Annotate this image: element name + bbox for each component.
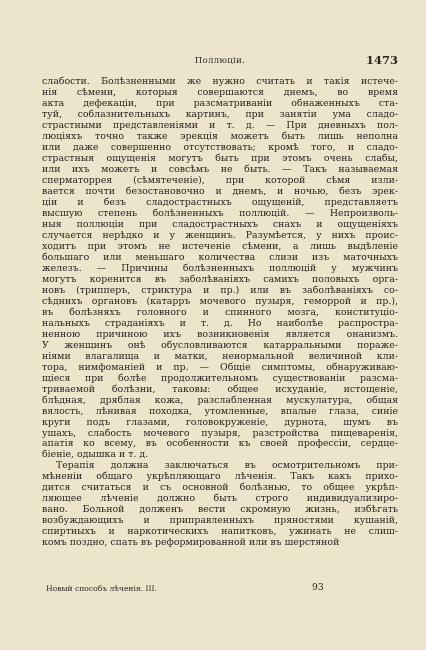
text-line: біеніе, одышка и т. д. xyxy=(42,449,149,461)
text-line: У женщинъ онѣ обусловливаются катарральными пораже- xyxy=(42,339,398,351)
text-line: спиртныхъ и наркотическихъ напитковъ, ужинать не слиш- xyxy=(42,526,398,538)
text-line: высшую степень болѣзненныхъ поллюцій. — Непроизволь- xyxy=(42,207,398,219)
text-line: ныя поллюціи при сладострастныхъ снахъ и ощущеніяхъ xyxy=(42,218,398,230)
text-line: ушахъ, слабость мочевого пузыря, разстройства пищеваренія, xyxy=(42,427,398,439)
text-line: новъ (трипперъ, стриктура и пр.) или въ заболѣваніяхъ со- xyxy=(42,284,398,296)
text-line: люціяхъ точно также эрекція можетъ быть лишь неполна xyxy=(42,130,398,142)
text-line: или даже совершенно отсутствовать; кромѣ того, и сладо- xyxy=(42,141,398,153)
text-line: большаго или меньшаго количества слизи изъ маточныхъ xyxy=(42,251,398,263)
footer-book-title: Новый способъ лѣченія. III. xyxy=(46,584,157,593)
page-footer xyxy=(42,584,398,596)
text-line: вано. Больной долженъ вести скромную жизнь, избѣгать xyxy=(42,504,398,516)
text-line: сперматоррея (сѣмятеченіе), при которой сѣмя изли- xyxy=(42,174,398,186)
text-line: щіеся при болѣе продолжительномъ существованіи разсма- xyxy=(42,372,398,384)
text-line: акта дефекаціи, при разсматриваніи обнаженныхъ ста- xyxy=(42,97,398,109)
text-line: случается нерѣдко и у женщинъ. Разумѣется, у нихъ проис- xyxy=(42,229,398,241)
text-line: круги подъ глазами, головокруженіе, дурнота, шумъ въ xyxy=(42,416,398,428)
text-line: комъ поздно, спать въ реформированной или въ шерстяной xyxy=(42,537,340,549)
running-title: Поллюціи. xyxy=(194,56,246,66)
text-line: могутъ коренится въ заболѣваніяхъ самихъ половыхъ орга- xyxy=(42,273,398,285)
text-line: тора, нимфоманіей и пр. — Общіе симптомы, обнаруживаю- xyxy=(42,361,398,373)
text-line: мѣненіи общаго укрѣпляющаго лѣченія. Такъ какъ прихо- xyxy=(42,471,398,483)
text-line: дится считаться и съ основной болѣзнью, то общее укрѣп- xyxy=(42,482,398,494)
text-line: вается почти безостановочно и днемъ, и ночью, безъ эрек- xyxy=(42,185,398,197)
text-line: триваемой болѣзни, таковы: общее исхуданіе, истощеніе, xyxy=(42,383,398,395)
text-line: ціи и безъ сладострастныхъ ощущеній, представляетъ xyxy=(42,196,398,208)
text-line: вялость, лѣнивая походка, утомленные, впалые глаза, синіе xyxy=(42,405,398,417)
text-line: ненною причиною ихъ возникновенія является онанизмъ. xyxy=(42,328,398,340)
text-line: блѣдная, дряблая кожа, разслабленная мускулатура, общая xyxy=(42,394,398,406)
body-text xyxy=(42,76,398,548)
text-line: страстными представленіями и т. д. — При дневныхъ пол- xyxy=(42,119,398,131)
text-line: ходитъ при этомъ не истеченіе сѣмени, а лишь выдѣленіе xyxy=(42,240,398,252)
text-line: ляющее лѣченіе должно быть строго индивидуализиро- xyxy=(42,493,398,505)
text-line: нія сѣмени, которыя совершаются днемъ, во время xyxy=(42,86,398,98)
running-header xyxy=(42,53,398,70)
signature-mark: 93 xyxy=(312,582,324,593)
page-number: 1473 xyxy=(365,53,398,67)
text-line: въ болѣзняхъ головного и спинного мозга, конституціо- xyxy=(42,306,398,318)
text-line: туй, соблазнительныхъ картинъ, при занятіи ума сладо- xyxy=(42,108,398,120)
text-line: Терапія должна заключаться въ осмотрительномъ при- xyxy=(56,460,398,472)
text-line: апатія ко всему, въ особенности къ своей профессіи, сердце- xyxy=(42,438,398,450)
text-line: железъ. — Причины болѣзненныхъ поллюцій у мужчинъ xyxy=(42,262,398,274)
text-line: ніями влагалища и матки, ненормальной величиной кли- xyxy=(42,350,398,362)
text-line: нальныхъ страданіяхъ и т. д. Но наиболѣе распростра- xyxy=(42,317,398,329)
text-line: возбуждающихъ и приправленныхъ пряностями кушаній, xyxy=(42,515,398,527)
text-line: страстныя ощущенія могутъ быть при этомъ очень слабы, xyxy=(42,152,398,164)
text-line: слабости. Болѣзненными же нужно считать и такія истече- xyxy=(42,76,398,87)
text-line: или ихъ можетъ и совсѣмъ не быть. — Такъ называемая xyxy=(42,163,398,175)
text-line: сѣднихъ органовъ (катарръ мочевого пузыря, геморрой и пр.), xyxy=(42,295,398,307)
